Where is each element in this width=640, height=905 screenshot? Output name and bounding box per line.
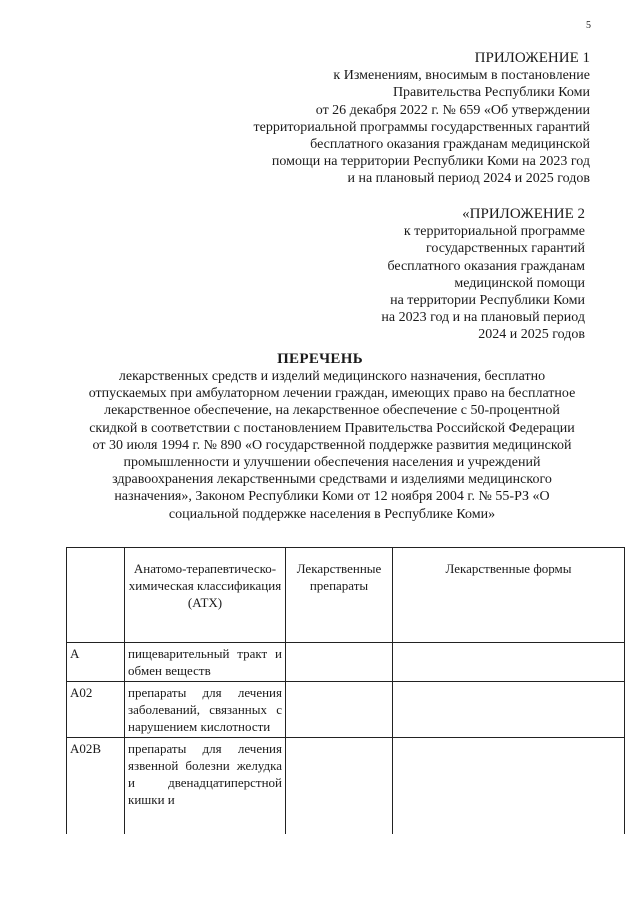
page-number: 5 — [586, 20, 591, 31]
appendix-2-line: медицинской помощи — [454, 275, 585, 291]
appendix-1-line: от 26 декабря 2022 г. № 659 «Об утверждении — [315, 102, 590, 118]
table-row — [67, 643, 625, 682]
appendix-2-header — [285, 206, 585, 344]
header-drugs: Лекарственные препараты — [286, 548, 393, 643]
drug-name — [286, 643, 393, 682]
appendix-2-line: бесплатного оказания гражданам — [387, 258, 585, 274]
atc-classification: пищеварительный тракт и обмен веществ — [125, 643, 286, 682]
appendix-2-line: «ПРИЛОЖЕНИЕ 2 — [462, 206, 585, 222]
document-title: ПЕРЕЧЕНЬ — [277, 351, 363, 367]
appendix-1-line: и на плановый период 2024 и 2025 годов — [347, 171, 590, 187]
dosage-form — [393, 738, 625, 835]
table-row — [67, 738, 625, 835]
header-atc-classification: Анатомо-терапевтическо-химическая классификация (АТХ) — [125, 548, 286, 643]
drug-list-table — [66, 547, 625, 834]
appendix-1-line: Правительства Республики Коми — [392, 85, 590, 101]
atc-classification: препараты для лечения язвенной болезни желудка и двенадцатиперстной кишки и — [125, 738, 286, 835]
appendix-1-line: к Изменениям, вносимым в постановление — [333, 68, 590, 84]
appendix-1-line: помощи на территории Республики Коми на 2023 год — [271, 154, 590, 170]
appendix-2-line: к территориальной программе — [403, 224, 585, 240]
atc-code: A02B — [67, 738, 125, 835]
appendix-1-line: ПРИЛОЖЕНИЕ 1 — [474, 50, 590, 66]
header-code — [67, 548, 125, 643]
appendix-1-header — [170, 50, 590, 188]
appendix-2-line: государственных гарантий — [426, 241, 585, 257]
appendix-1-line: территориальной программы государственных гарантий — [253, 119, 590, 135]
appendix-2-line: на 2023 год и на плановый период — [381, 310, 585, 326]
atc-classification: препараты для лечения заболеваний, связанных с нарушением кислотности — [125, 682, 286, 738]
header-dosage-forms: Лекарственные формы — [393, 548, 625, 643]
table-row — [67, 682, 625, 738]
drug-name — [286, 738, 393, 835]
table-header-row — [67, 548, 625, 643]
dosage-form — [393, 682, 625, 738]
dosage-form — [393, 643, 625, 682]
appendix-2-line: 2024 и 2025 годов — [478, 327, 585, 343]
document-subtitle: лекарственных средств и изделий медицинского назначения, бесплатно отпускаемых при амбулаторном лечении граждан, имеющих право на бесплатное лекарственное обеспечение, на лекарственное обеспечение с 50-процентной скидкой в соответствии с постановлением Правительства Российской Федерации от 30 июля 1994 г. № 890 «О государственной поддержке развития медицинской промышленности и улучшении обеспечения населения и учреждений здравоохранения лекарственными средствами и изделиями медицинского назначения», Законом Республики Коми от 12 ноября 2004 г. № 55-РЗ «О социальной поддержке населения в Республике Коми» — [88, 369, 576, 522]
atc-code: A02 — [67, 682, 125, 738]
atc-code: A — [67, 643, 125, 682]
drug-name — [286, 682, 393, 738]
appendix-1-line: бесплатного оказания гражданам медицинской — [310, 137, 590, 153]
appendix-2-line: на территории Республики Коми — [390, 293, 585, 309]
